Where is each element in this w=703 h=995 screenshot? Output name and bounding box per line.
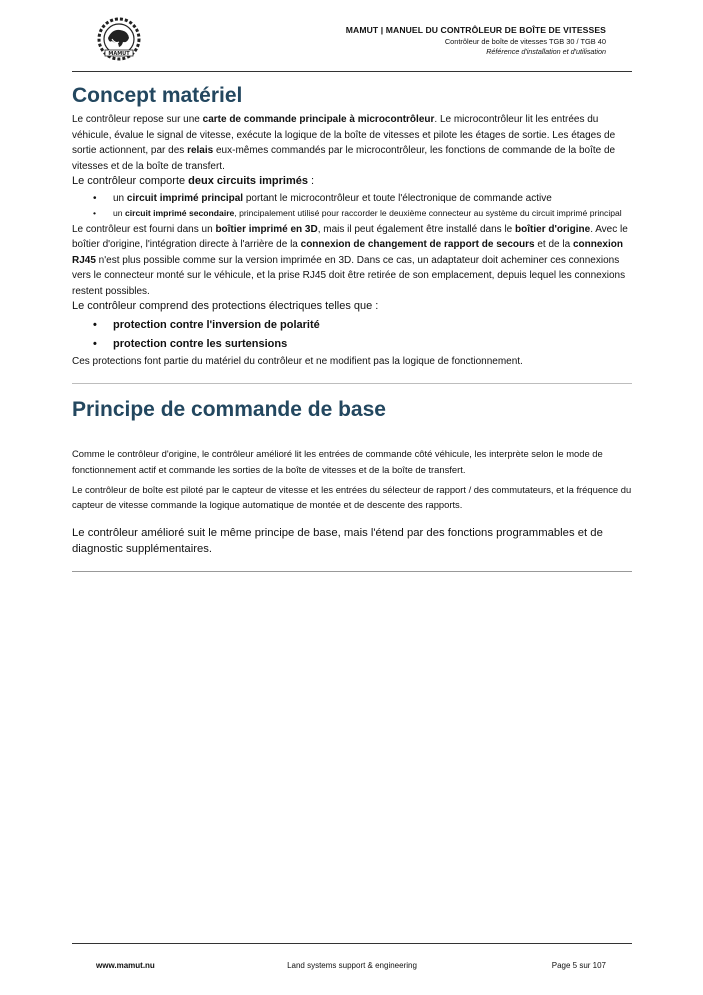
paragraph-4: Le contrôleur comprend des protections électriques telles que : [72, 300, 379, 312]
paragraph-5: Ces protections font partie du matériel du contrôleur et ne modifient pas la logique de fonctionnement. [72, 355, 523, 367]
header-title: MAMUT | MANUEL DU CONTRÔLEUR DE BOÎTE DE VITESSES [345, 25, 606, 35]
paragraph-3: Le contrôleur amélioré suit le même principe de base, mais l'étend par des fonctions programmables et de diagnostic supplémentaires. [72, 527, 603, 556]
svg-text:MAMUT: MAMUT [108, 51, 130, 57]
paragraph-1: Le contrôleur repose sur une carte de commande principale à microcontrôleur. Le microcontrôleur lit les entrées du véhicule, évalue le signal de vitesse, exécute la logique de la boîte de vitesses et pilote les étages de sortie. Les étages de sortie actionnent, par des relais eux-mêmes commandés par le microcontrôleur, les fonctions de commande de la boîte de vitesses et de la boîte de transfert. [72, 114, 616, 172]
protection-list [72, 316, 632, 354]
page-content [72, 82, 632, 572]
section-title: Principe de commande de base [72, 398, 386, 421]
paragraph-2: Le contrôleur comporte deux circuits imprimés : [72, 175, 315, 187]
section-divider [72, 383, 632, 384]
header-reference: Référence d'installation et d'utilisation [486, 47, 606, 56]
section-title: Concept matériel [72, 84, 243, 107]
paragraph-2: Le contrôleur de boîte est piloté par le capteur de vitesse et les entrées du sélecteur de rapport / des commutateurs, et la fréquence du capteur de vitesse commande la logique automatique de montée et de descente des rapports. [72, 483, 632, 511]
section-control-principle [72, 396, 632, 557]
footer-website[interactable]: www.mamut.nu [96, 961, 155, 970]
footer-page-number: Page 5 sur 107 [551, 961, 606, 970]
pcb-list [72, 191, 632, 222]
page-header [72, 16, 632, 72]
paragraph-1: Comme le contrôleur d'origine, le contrôleur amélioré lit les entrées de commande côté véhicule, les interprète selon le mode de fonctionnement actif et commande les sorties de la boîte de vitesses et de la boîte de transfert. [72, 448, 603, 475]
section-divider [72, 571, 632, 572]
list-item: • un circuit imprimé secondaire, principalement utilisé pour raccorder le deuxième connecteur au système du circuit imprimé principal [72, 206, 632, 222]
mamut-logo-icon [94, 16, 144, 62]
list-item: • protection contre les surtensions [72, 335, 632, 354]
section-hardware-concept [72, 82, 632, 369]
paragraph-3: Le contrôleur est fourni dans un boîtier imprimé en 3D, mais il peut également être installé dans le boîtier d'origine. Avec le boîtier d'origine, l'intégration directe à l'arrière de la connexion de changement de rapport de secours et de la connexion RJ45 n'est plus possible comme sur la version imprimée en 3D. Dans ce cas, un adaptateur doit acheminer ces connexions vers le connecteur monté sur le véhicule, et la prise RJ45 doit être retirée de son emplacement, depuis lequel les connexions restent possibles. [72, 223, 628, 297]
list-item: • un circuit imprimé principal portant le microcontrôleur et toute l'électronique de commande active [72, 191, 632, 207]
page-footer [72, 943, 632, 973]
list-item: • protection contre l'inversion de polarité [72, 316, 632, 335]
footer-tagline: Land systems support & engineering [287, 961, 417, 970]
header-subtitle: Contrôleur de boîte de vitesses TGB 30 / TGB 40 [444, 37, 606, 46]
